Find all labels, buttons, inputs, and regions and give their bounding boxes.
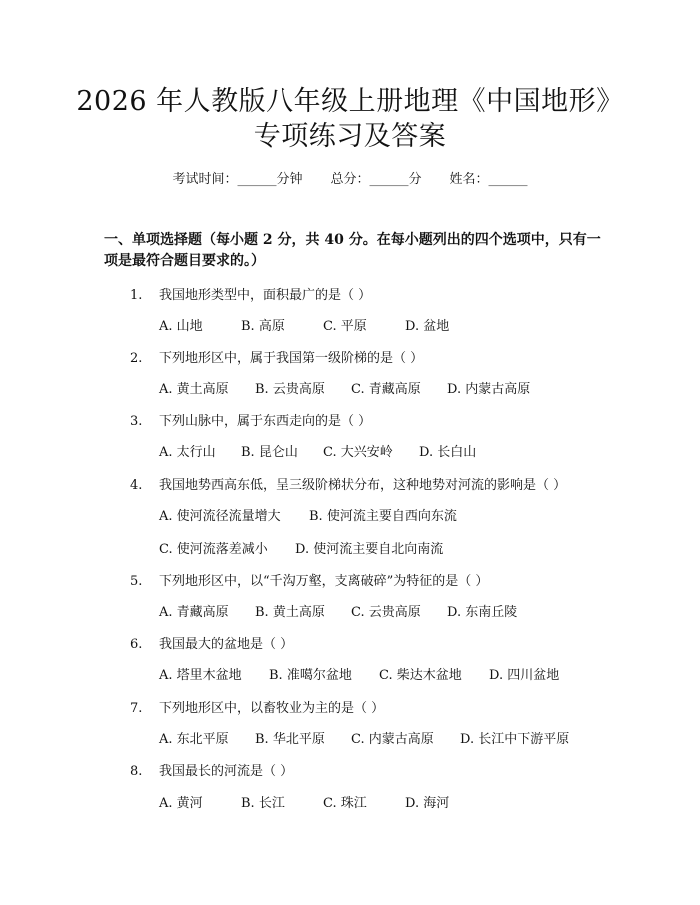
question-number: 8. [130, 764, 143, 779]
options-row [159, 664, 559, 683]
option: B. 昆仑山 [241, 445, 298, 460]
total-score: 总分：______分 [330, 172, 422, 187]
option: A. 黄土高原 [159, 382, 229, 397]
question-text: 我国最大的盆地是（ ） [159, 637, 294, 652]
question-number: 7. [130, 701, 143, 716]
question-number: 3. [130, 414, 143, 429]
question-text: 我国最长的河流是（ ） [159, 764, 294, 779]
document-title-line2: 专项练习及答案 [253, 121, 447, 152]
question-text: 下列地形区中，属于我国第一级阶梯的是（ ） [159, 351, 424, 366]
question [130, 410, 371, 429]
option: A. 太行山 [159, 445, 216, 460]
option: C. 内蒙古高原 [351, 732, 434, 747]
question [130, 347, 423, 366]
document-title-line1: 2026 年人教版八年级上册地理《中国地形》 [76, 86, 624, 117]
option: D. 东南丘陵 [447, 605, 518, 620]
question-text: 下列地形区中，以畜牧业为主的是（ ） [159, 701, 385, 716]
option: C. 柴达木盆地 [379, 668, 462, 683]
question-text: 我国地势西高东低，呈三级阶梯状分布，这种地势对河流的影响是（ ） [159, 478, 567, 493]
options-row [159, 378, 530, 397]
option: D. 内蒙古高原 [447, 382, 531, 397]
options-row [159, 315, 449, 334]
option: D. 使河流主要自北向南流 [295, 542, 444, 557]
option: D. 海河 [405, 796, 450, 811]
question-number: 5. [130, 574, 143, 589]
option: C. 云贵高原 [351, 605, 421, 620]
option: A. 塔里木盆地 [159, 668, 242, 683]
section-heading: 一、单项选择题（每小题 2 分，共 40 分。在每小题列出的四个选项中，只有一项是最符合题目要求的。） [104, 232, 601, 269]
option: D. 长白山 [419, 445, 477, 460]
option: C. 珠江 [323, 796, 367, 811]
question [130, 697, 384, 716]
option: C. 青藏高原 [351, 382, 421, 397]
question-text: 我国地形类型中，面积最广的是（ ） [159, 288, 372, 303]
question [130, 284, 371, 303]
option: A. 东北平原 [159, 732, 229, 747]
option: B. 黄土高原 [255, 605, 325, 620]
option: A. 黄河 [159, 796, 203, 811]
option: D. 四川盆地 [489, 668, 560, 683]
options-row [159, 792, 449, 811]
exam-meta [0, 168, 700, 187]
question-number: 2. [130, 351, 143, 366]
options-row [159, 728, 569, 747]
question-text: 下列地形区中，以“千沟万壑，支离破碎”为特征的是（ ） [159, 574, 489, 589]
option: B. 长江 [241, 796, 285, 811]
question [130, 760, 293, 779]
question-number: 4. [130, 478, 143, 493]
options-row [159, 601, 517, 620]
options-row [159, 505, 457, 524]
question [130, 570, 488, 589]
option: B. 云贵高原 [255, 382, 325, 397]
option: C. 使河流落差减小 [159, 542, 268, 557]
question-number: 6. [130, 637, 143, 652]
option: B. 高原 [241, 319, 285, 334]
question [130, 474, 566, 493]
student-name: 姓名：______ [449, 172, 528, 187]
option: B. 准噶尔盆地 [269, 668, 352, 683]
option: B. 华北平原 [255, 732, 325, 747]
question-text: 下列山脉中，属于东西走向的是（ ） [159, 414, 372, 429]
option: A. 青藏高原 [159, 605, 229, 620]
question-number: 1. [130, 288, 143, 303]
option: D. 长江中下游平原 [460, 732, 570, 747]
option: C. 大兴安岭 [323, 445, 393, 460]
option: B. 使河流主要自西向东流 [309, 509, 457, 524]
option: D. 盆地 [405, 319, 450, 334]
option: A. 山地 [159, 319, 203, 334]
options-row [159, 441, 476, 460]
exam-time: 考试时间：______分钟 [172, 172, 303, 187]
options-row [159, 538, 443, 557]
question [130, 633, 293, 652]
option: C. 平原 [323, 319, 367, 334]
option: A. 使河流径流量增大 [159, 509, 281, 524]
